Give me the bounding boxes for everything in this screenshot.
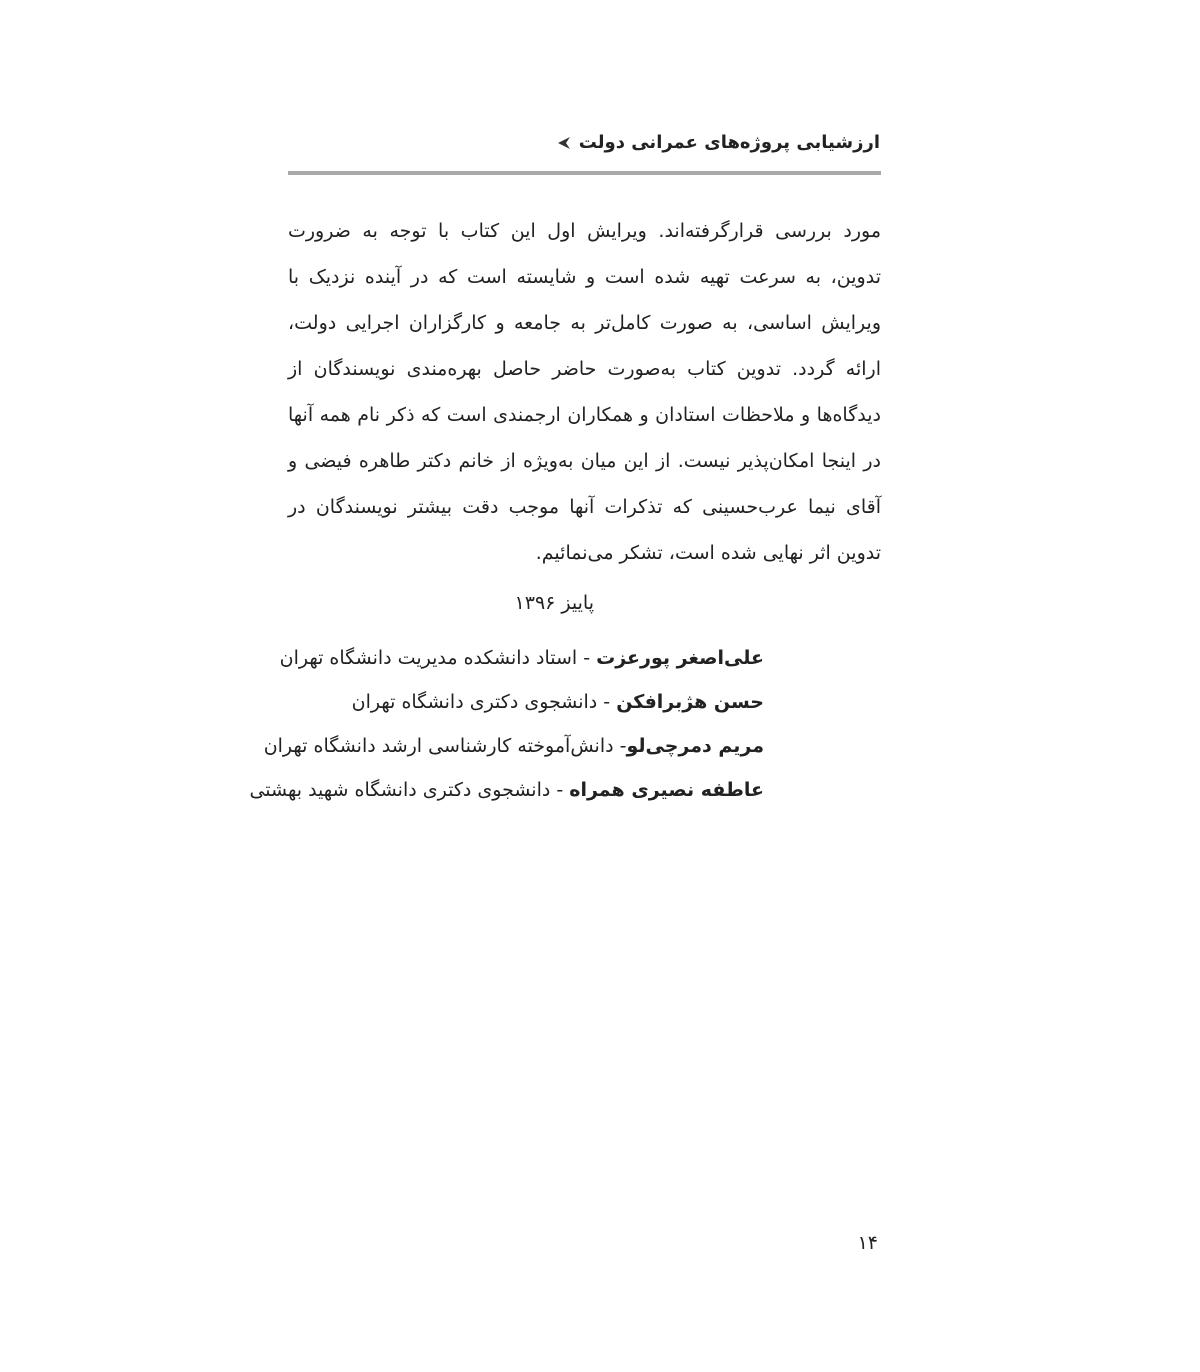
arrow-left-icon	[557, 136, 571, 150]
header-divider	[288, 171, 881, 175]
author-line	[249, 724, 764, 768]
author-line	[249, 768, 764, 812]
body-text	[288, 208, 881, 576]
author-name: علی‌اصغر پورعزت	[596, 647, 764, 669]
running-header-title: ارزشیابی پروژه‌های عمرانی دولت	[578, 132, 880, 153]
author-name: عاطفه نصیری همراه	[569, 779, 764, 801]
author-name: حسن هژبرافکن	[616, 691, 764, 713]
author-name: مریم دمرچی‌لو	[626, 735, 764, 757]
author-role: - دانش‌آموخته کارشناسی ارشد دانشگاه تهران	[263, 735, 627, 757]
page-number: ۱۴	[857, 1232, 878, 1254]
author-line	[249, 636, 764, 680]
author-role: - استاد دانشکده مدیریت دانشگاه تهران	[279, 647, 597, 669]
author-list	[249, 636, 764, 812]
author-line	[249, 680, 764, 724]
author-role: - دانشجوی دکتری دانشگاه شهید بهشتی	[249, 779, 570, 801]
date-line: پاییز ۱۳۹۶	[514, 592, 594, 614]
body-paragraph: مورد بررسی قرارگرفته‌اند. ویرایش اول این کتاب با توجه به ضرورت تدوین، به سرعت تهیه شده است و شایسته است که در آینده نزدیک با ویرایش اساسی، به صورت کامل‌تر به جامعه و کارگزاران اجرایی دولت، ارائه گردد. تدوین کتاب به‌صورت حاضر حاصل بهره‌مندی نویسندگان از دیدگاه‌ها و ملاحظات استادان و همکاران ارجمندی است که ذکر نام همه آنها در اینجا امکان‌پذیر نیست. از این میان به‌ویژه از خانم دکتر طاهره فیضی و آقای نیما عرب‌حسینی که تذکرات آنها موجب دقت بیشتر نویسندگان در تدوین اثر نهایی شده است، تشکر می‌نمائیم.	[288, 220, 881, 564]
author-role: - دانشجوی دکتری دانشگاه تهران	[351, 691, 617, 713]
running-header	[557, 132, 880, 153]
